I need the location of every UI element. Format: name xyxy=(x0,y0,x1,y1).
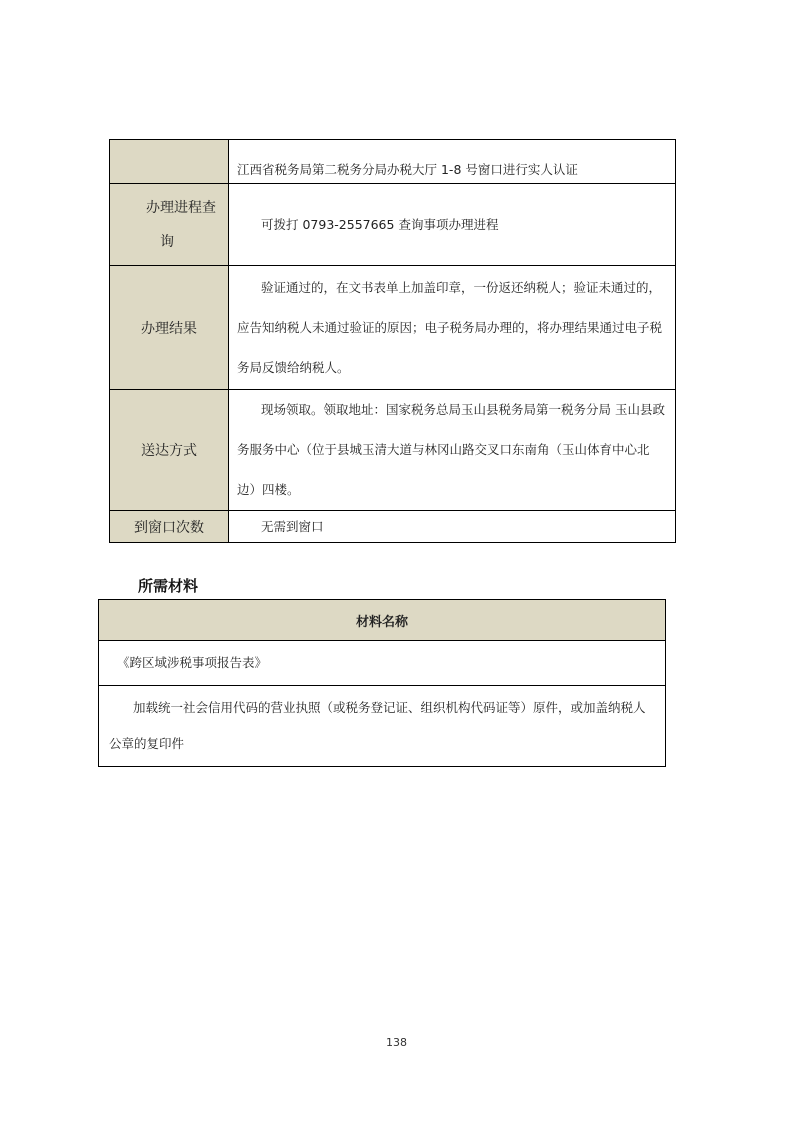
table-row xyxy=(110,184,676,266)
materials-heading: 所需材料 xyxy=(138,577,199,595)
progress-query-value: 可拨打 0793-2557665 查询事项办理进程 xyxy=(229,184,676,266)
material-item: 《跨区域涉税事项报告表》 xyxy=(99,641,666,686)
material-item: 加载统一社会信用代码的营业执照（或税务登记证、组织机构代码证等）原件，或加盖纳税人公章的复印件 xyxy=(99,686,666,767)
table-row xyxy=(99,641,666,686)
delivery-label: 送达方式 xyxy=(110,390,229,511)
progress-query-label-line1: 办理进程查 xyxy=(146,199,216,216)
table-row xyxy=(99,686,666,767)
table-row xyxy=(110,511,676,543)
window-visits-value: 无需到窗口 xyxy=(229,511,676,543)
window-location-value: 江西省税务局第二税务分局办税大厅 1-8 号窗口进行实人认证 xyxy=(229,140,676,184)
table-row xyxy=(110,266,676,390)
row-label-empty xyxy=(110,140,229,184)
page-number: 138 xyxy=(386,1036,407,1049)
table-row xyxy=(110,140,676,184)
material-name-header: 材料名称 xyxy=(99,600,666,641)
progress-query-label-line2: 询 xyxy=(160,233,174,250)
result-label: 办理结果 xyxy=(110,266,229,390)
result-value: 验证通过的，在文书表单上加盖印章，一份返还纳税人；验证未通过的，应告知纳税人未通过验证的原因；电子税务局办理的，将办理结果通过电子税务局反馈给纳税人。 xyxy=(229,266,676,390)
table-row xyxy=(110,390,676,511)
delivery-value: 现场领取。领取地址：国家税务总局玉山县税务局第一税务分局 玉山县政务服务中心（位于县城玉清大道与林冈山路交叉口东南角（玉山体育中心北边）四楼。 xyxy=(229,390,676,511)
service-info-table xyxy=(109,139,676,543)
progress-query-label xyxy=(110,184,229,266)
table-header-row xyxy=(99,600,666,641)
materials-table xyxy=(98,599,666,767)
window-visits-label: 到窗口次数 xyxy=(110,511,229,543)
